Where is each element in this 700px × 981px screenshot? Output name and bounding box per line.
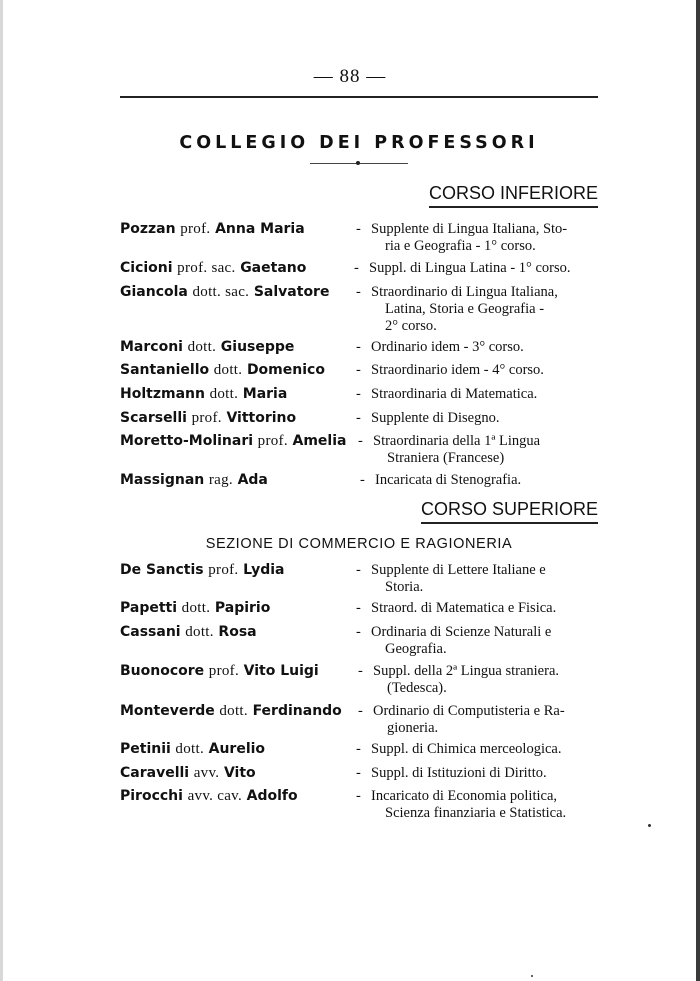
- role-description: [371, 386, 603, 403]
- role-line: Straordinaria della 1ª Lingua: [373, 433, 541, 449]
- faculty-name: [120, 765, 256, 782]
- role-description: [369, 260, 601, 277]
- faculty-name: [120, 410, 296, 427]
- role-description: [371, 562, 603, 596]
- faculty-name: [120, 472, 268, 489]
- role-dash: -: [354, 260, 359, 276]
- faculty-surname: Marconi: [120, 339, 183, 355]
- faculty-surname: Caravelli: [120, 765, 190, 781]
- page-title: COLLEGIO DEI PROFESSORI: [179, 133, 539, 153]
- faculty-titles: prof.: [180, 221, 211, 237]
- role-line: 2° corso.: [385, 318, 437, 334]
- role-description: [371, 362, 603, 379]
- title-ornament-dot: [356, 161, 360, 165]
- corso-superiore-underline: [421, 522, 598, 524]
- faculty-given-name: Ada: [237, 472, 268, 488]
- role-line: Suppl. di Chimica merceologica.: [371, 741, 562, 757]
- role-description: [373, 433, 605, 467]
- faculty-titles: dott. sac.: [192, 284, 250, 300]
- role-line: Suppl. di Lingua Latina - 1° corso.: [369, 260, 571, 276]
- faculty-titles: avv. cav.: [187, 788, 243, 804]
- role-line: gioneria.: [387, 720, 439, 736]
- role-line: Suppl. della 2ª Lingua straniera.: [373, 663, 560, 679]
- role-line: Storia.: [385, 579, 424, 595]
- paper-speck: [531, 975, 533, 977]
- role-dash: -: [356, 362, 361, 378]
- faculty-titles: dott.: [175, 741, 205, 757]
- role-dash: -: [356, 600, 361, 616]
- role-dash: -: [356, 788, 361, 804]
- faculty-given-name: Domenico: [246, 362, 325, 378]
- role-line: Supplente di Disegno.: [371, 410, 500, 426]
- role-line: Ordinario di Computisteria e Ra-: [373, 703, 565, 719]
- faculty-surname: De Sanctis: [120, 562, 204, 578]
- faculty-surname: Buonocore: [120, 663, 205, 679]
- faculty-given-name: Amelia: [292, 433, 347, 449]
- corso-superiore-heading: [421, 499, 598, 524]
- corso-inferiore-underline: [429, 206, 598, 208]
- faculty-surname: Petinii: [120, 741, 171, 757]
- faculty-surname: Moretto-Molinari: [120, 433, 254, 449]
- role-line: Suppl. di Istituzioni di Diritto.: [371, 765, 547, 781]
- role-description: [371, 221, 603, 255]
- role-line: Incaricata di Stenografia.: [375, 472, 522, 488]
- corso-superiore-heading-text: CORSO SUPERIORE: [420, 499, 598, 519]
- faculty-name: [120, 562, 284, 579]
- faculty-name: [120, 362, 325, 379]
- role-line: Straordinaria di Matematica.: [371, 386, 538, 402]
- faculty-name: [120, 741, 265, 758]
- faculty-given-name: Lydia: [243, 562, 285, 578]
- role-description: [373, 703, 605, 737]
- faculty-titles: dott.: [209, 386, 239, 402]
- faculty-surname: Monteverde: [120, 703, 215, 719]
- faculty-given-name: Vito Luigi: [243, 663, 319, 679]
- role-dash: -: [356, 339, 361, 355]
- role-line: Latina, Storia e Geografia -: [385, 301, 545, 317]
- faculty-titles: dott.: [213, 362, 243, 378]
- faculty-given-name: Salvatore: [253, 284, 330, 300]
- role-dash: -: [356, 741, 361, 757]
- role-description: [371, 741, 603, 758]
- faculty-titles: dott.: [187, 339, 217, 355]
- role-description: [371, 788, 603, 822]
- faculty-given-name: Rosa: [218, 624, 257, 640]
- role-description: [371, 339, 603, 356]
- faculty-titles: prof. sac.: [177, 260, 236, 276]
- faculty-surname: Cassani: [120, 624, 181, 640]
- role-dash: -: [356, 221, 361, 237]
- faculty-titles: prof.: [208, 663, 240, 679]
- role-dash: -: [356, 386, 361, 402]
- faculty-given-name: Vittorino: [226, 410, 297, 426]
- role-line: Straord. di Matematica e Fisica.: [371, 600, 557, 616]
- faculty-surname: Pirocchi: [120, 788, 183, 804]
- faculty-given-name: Aurelio: [208, 741, 266, 757]
- corso-inferiore-heading: [429, 183, 598, 208]
- faculty-given-name: Papirio: [214, 600, 271, 616]
- role-dash: -: [356, 284, 361, 300]
- faculty-name: [120, 663, 319, 680]
- role-description: [371, 410, 603, 427]
- faculty-titles: avv.: [193, 765, 220, 781]
- faculty-surname: Pozzan: [120, 221, 176, 237]
- faculty-given-name: Ferdinando: [252, 703, 342, 719]
- role-dash: -: [356, 410, 361, 426]
- faculty-surname: Massignan: [120, 472, 205, 488]
- role-description: [371, 600, 603, 617]
- role-line: Scienza finanziaria e Statistica.: [385, 805, 567, 821]
- role-dash: -: [358, 433, 363, 449]
- sezione-subheading: SEZIONE DI COMMERCIO E RAGIONERIA: [205, 536, 513, 552]
- role-line: Straniera (Francese): [387, 450, 505, 466]
- role-line: Supplente di Lettere Italiane e: [371, 562, 546, 578]
- role-description: [373, 663, 605, 697]
- role-dash: -: [356, 765, 361, 781]
- faculty-given-name: Anna Maria: [215, 221, 305, 237]
- faculty-surname: Scarselli: [120, 410, 187, 426]
- faculty-given-name: Maria: [242, 386, 288, 402]
- role-line: (Tedesca).: [387, 680, 447, 696]
- role-dash: -: [358, 663, 363, 679]
- faculty-name: [120, 788, 298, 805]
- faculty-name: [120, 600, 270, 617]
- faculty-name: [120, 433, 346, 450]
- role-line: Supplente di Lingua Italiana, Sto-: [371, 221, 568, 237]
- faculty-titles: dott.: [185, 624, 214, 640]
- role-dash: -: [356, 562, 361, 578]
- faculty-titles: prof.: [191, 410, 222, 426]
- faculty-surname: Giancola: [120, 284, 188, 300]
- faculty-surname: Cicioni: [120, 260, 173, 276]
- faculty-name: [120, 221, 305, 238]
- role-description: [375, 472, 607, 489]
- faculty-given-name: Adolfo: [246, 788, 298, 804]
- faculty-titles: prof.: [208, 562, 239, 578]
- faculty-name: [120, 703, 342, 720]
- faculty-titles: dott.: [219, 703, 248, 719]
- faculty-name: [120, 284, 329, 301]
- role-line: ria e Geografia - 1° corso.: [385, 238, 536, 254]
- faculty-titles: rag.: [208, 472, 233, 488]
- role-description: [371, 765, 603, 782]
- faculty-surname: Papetti: [120, 600, 178, 616]
- role-line: Straordinario idem - 4° corso.: [371, 362, 544, 378]
- page-number: — 88 —: [313, 66, 387, 87]
- header-rule: [120, 96, 598, 98]
- role-line: Ordinaria di Scienze Naturali e: [371, 624, 552, 640]
- role-dash: -: [356, 624, 361, 640]
- faculty-name: [120, 624, 257, 641]
- role-line: Geografia.: [385, 641, 447, 657]
- role-description: [371, 624, 603, 658]
- faculty-given-name: Vito: [223, 765, 256, 781]
- role-dash: -: [358, 703, 363, 719]
- faculty-given-name: Gaetano: [240, 260, 307, 276]
- faculty-surname: Holtzmann: [120, 386, 205, 402]
- faculty-name: [120, 386, 287, 403]
- faculty-titles: prof.: [257, 433, 288, 449]
- faculty-name: [120, 339, 294, 356]
- paper-speck: [648, 824, 651, 827]
- faculty-surname: Santaniello: [120, 362, 210, 378]
- role-description: [371, 284, 603, 335]
- role-line: Incaricato di Economia politica,: [371, 788, 558, 804]
- faculty-given-name: Giuseppe: [220, 339, 295, 355]
- role-dash: -: [360, 472, 365, 488]
- role-line: Straordinario di Lingua Italiana,: [371, 284, 558, 300]
- corso-inferiore-heading-text: CORSO INFERIORE: [428, 183, 598, 203]
- faculty-name: [120, 260, 306, 277]
- faculty-titles: dott.: [181, 600, 211, 616]
- role-line: Ordinario idem - 3° corso.: [371, 339, 524, 355]
